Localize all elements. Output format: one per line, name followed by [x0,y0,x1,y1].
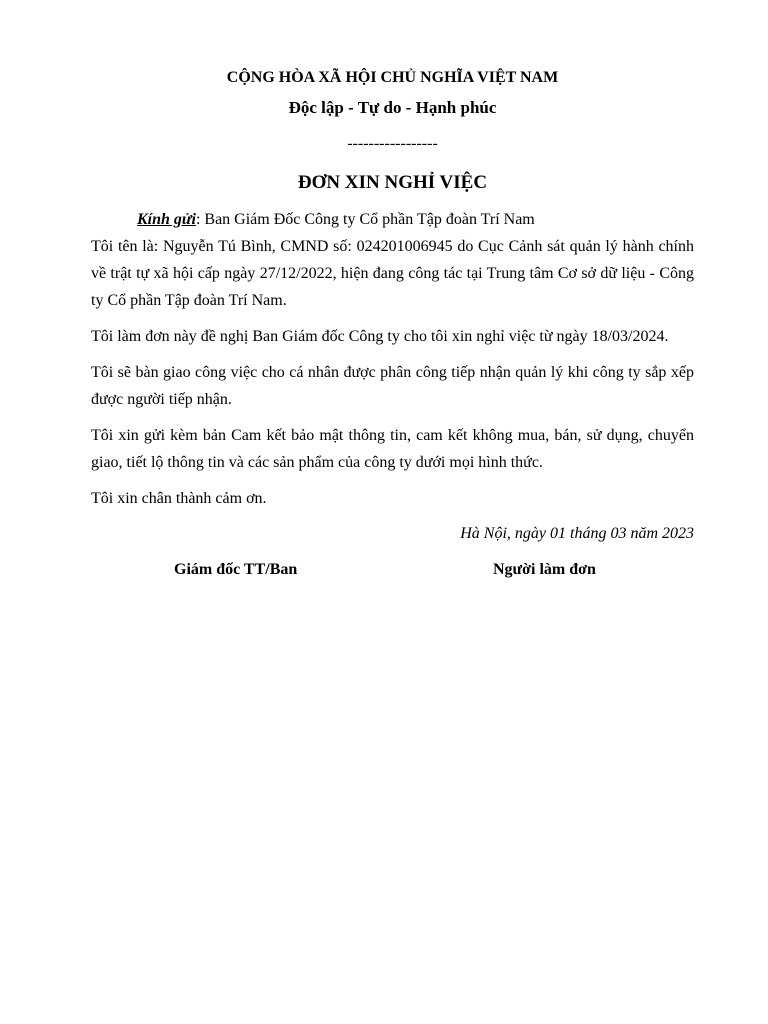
paragraph-commitment: Tôi xin gửi kèm bản Cam kết bảo mật thông tin, cam kết không mua, bán, sử dụng, chuyển giao, tiết lộ thông tin và các sản phẩm của công ty dưới mọi hình thức. [91,427,694,471]
header-divider: ----------------- [347,135,438,152]
signature-director-label: Giám đốc TT/Ban [174,561,298,578]
signature-row [91,555,694,585]
motto-heading: Độc lập - Tự do - Hạnh phúc [288,98,497,117]
document-page [91,64,694,585]
date-line: Hà Nội, ngày 01 tháng 03 năm 2023 [460,525,694,542]
paragraph-handover: Tôi sẽ bàn giao công việc cho cá nhân được phân công tiếp nhận quản lý khi công ty sắp xếp được người tiếp nhận. [91,364,694,408]
recipient-label: Kính gửi [137,211,196,228]
nation-heading: CỘNG HÒA XÃ HỘI CHỦ NGHĨA VIỆT NAM [226,69,559,86]
recipient-text: : Ban Giám Đốc Công ty Cổ phần Tập đoàn Trí Nam [195,211,535,228]
paragraph-identity: Tôi tên là: Nguyễn Tú Bình, CMND số: 024201006945 do Cục Cảnh sát quản lý hành chính về trật tự xã hội cấp ngày 27/12/2022, hiện đang công tác tại Trung tâm Cơ sở dữ liệu - Công ty Cổ phần Tập đoàn Trí Nam. [91,238,694,309]
paragraph-request: Tôi làm đơn này đề nghị Ban Giám đốc Công ty cho tôi xin nghỉ việc từ ngày 18/03/2024. [91,328,669,345]
recipient-line [91,206,694,233]
document-title: ĐƠN XIN NGHỈ VIỆC [297,172,488,193]
signature-applicant-label: Người làm đơn [493,561,596,578]
paragraph-thanks: Tôi xin chân thành cảm ơn. [91,490,267,507]
